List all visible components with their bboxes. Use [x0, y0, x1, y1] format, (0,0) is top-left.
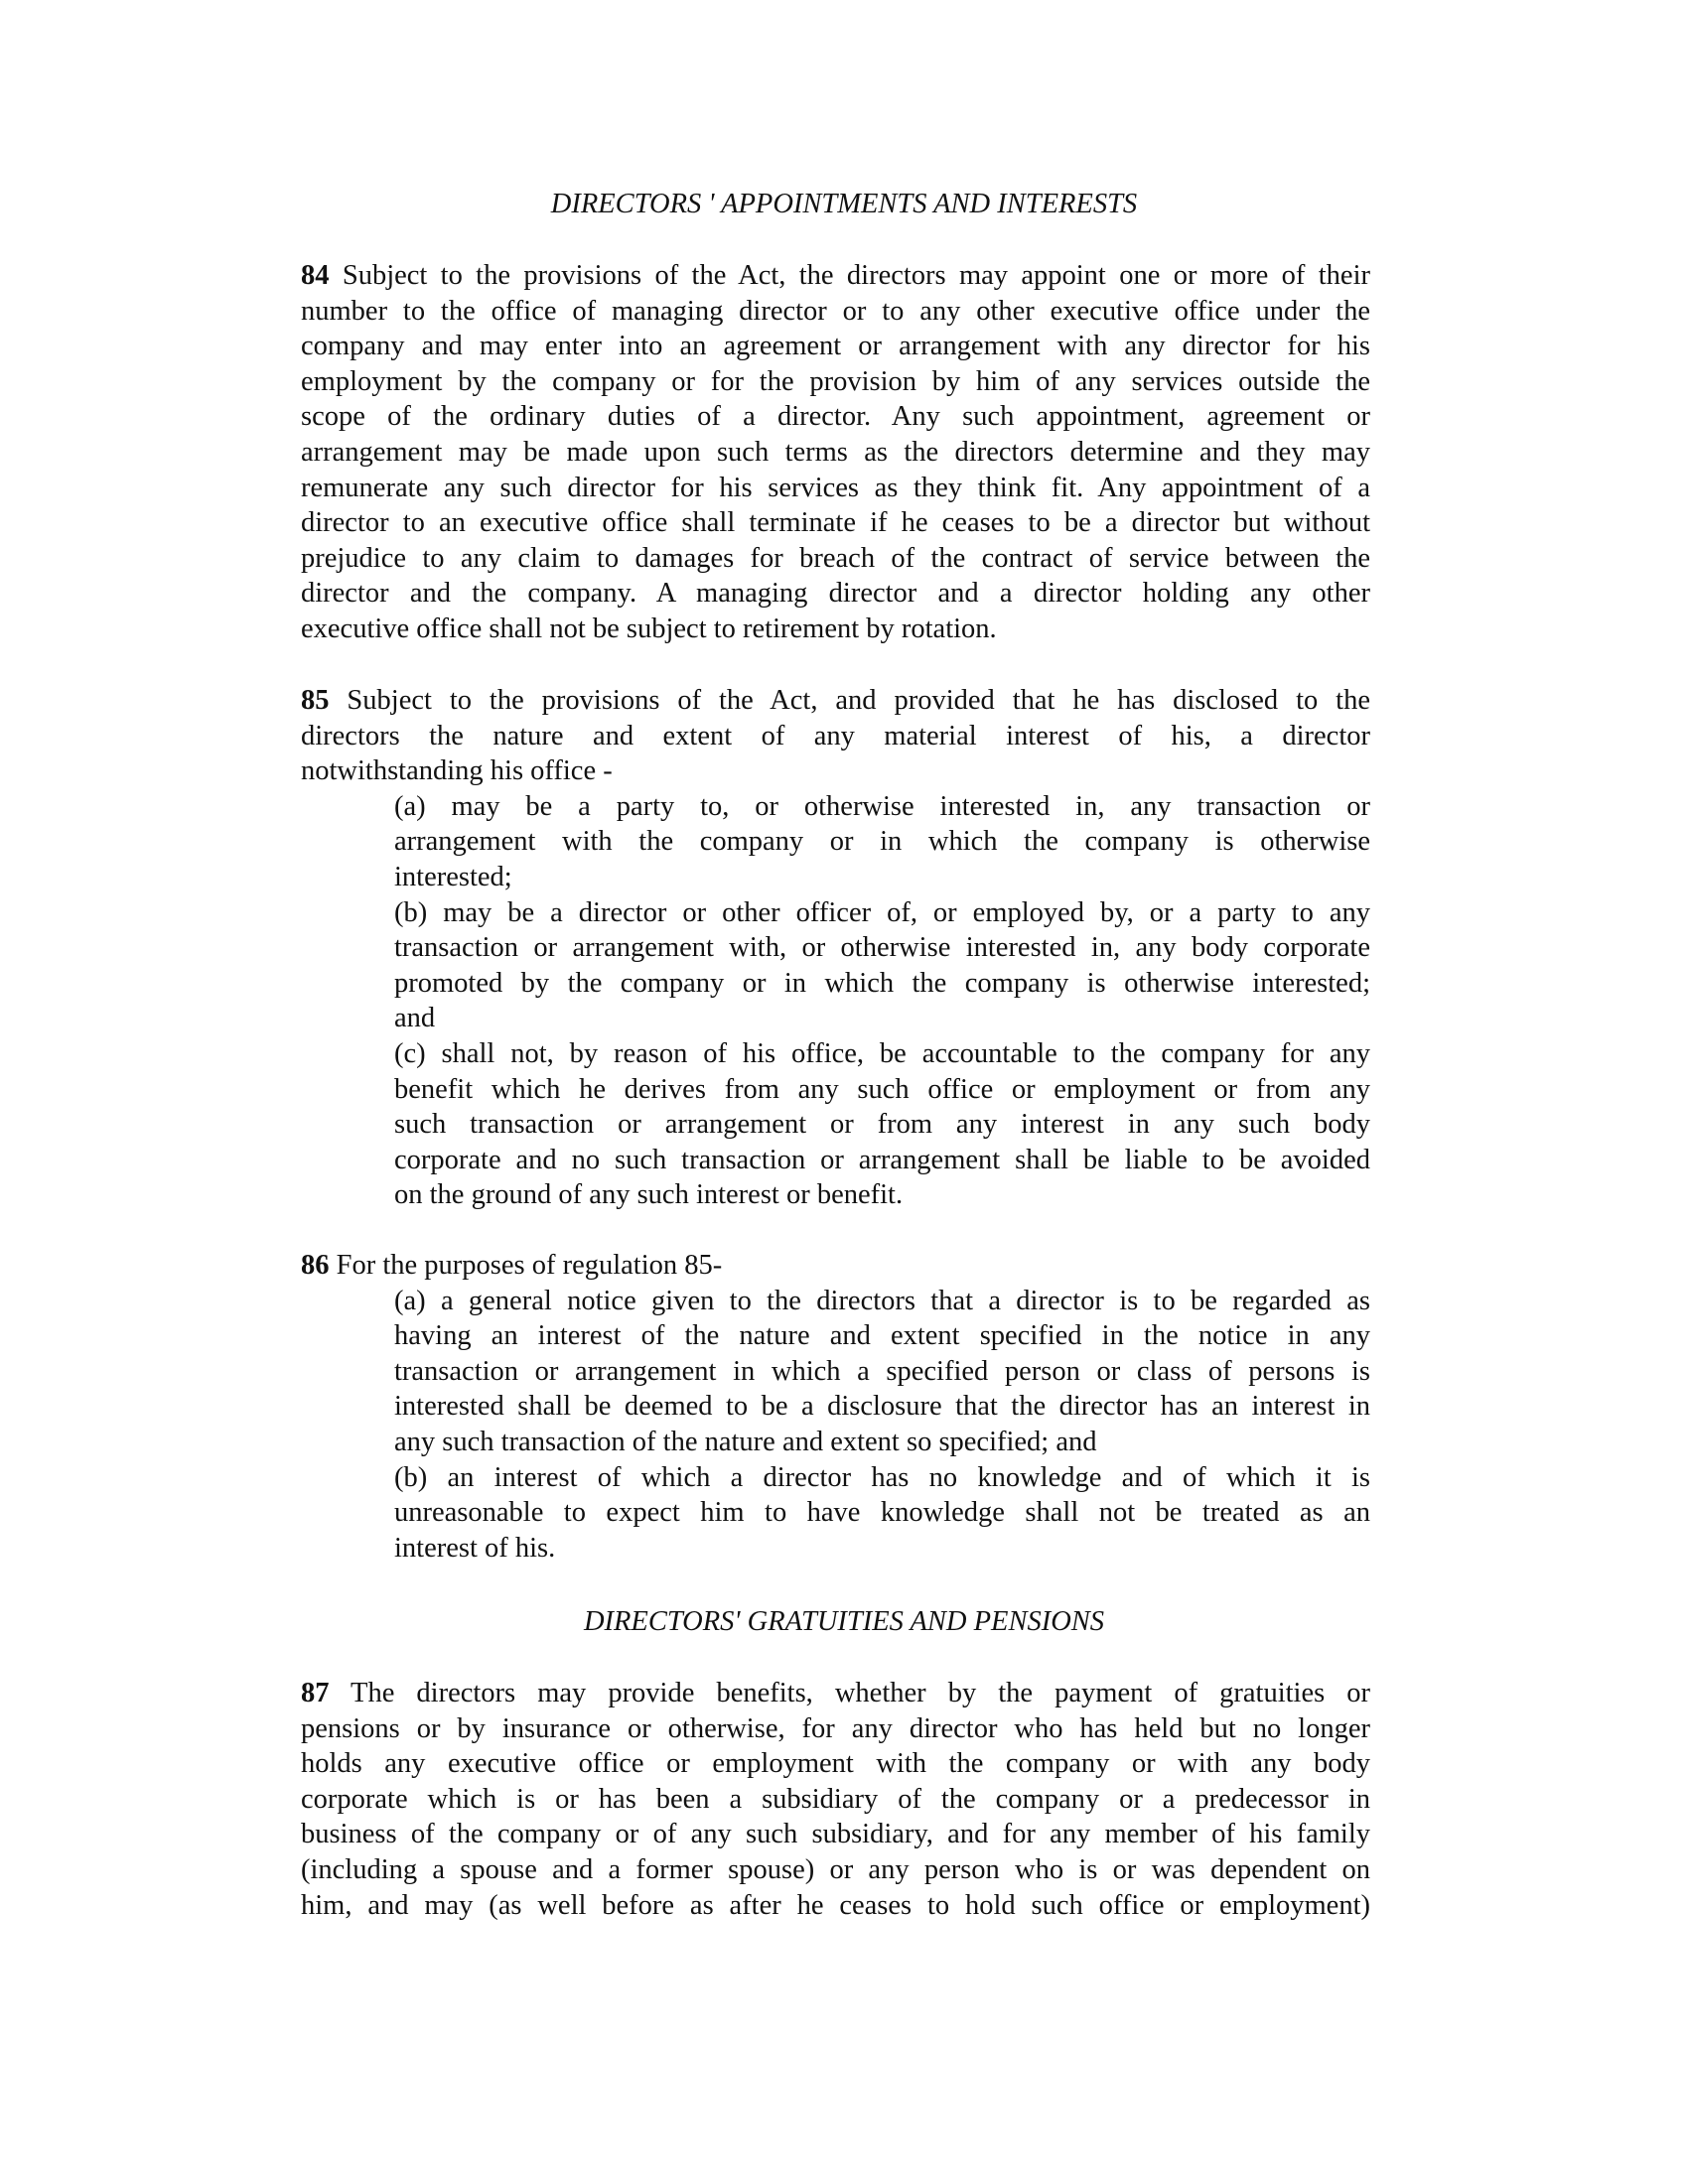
line-text: corporate which is or has been a subsidiary of the company or a predecessor in	[301, 1783, 1370, 1815]
regulation-86	[301, 1248, 1370, 1566]
line-text: The directors may provide benefits, whether by the payment of gratuities or	[329, 1678, 1370, 1708]
sub-item-line: interested shall be deemed to be a disclosure that the director has an interest in	[394, 1391, 1370, 1423]
paragraph-line	[301, 435, 1370, 471]
regulation-number: 84	[301, 260, 330, 291]
sub-item-line: arrangement with the company or in which the company is otherwise	[394, 826, 1370, 858]
paragraph-line	[301, 364, 1370, 400]
regulation-number: 86	[301, 1250, 330, 1281]
line-text: executive office shall not be subject to retirement by rotation.	[301, 613, 997, 644]
paragraph-line	[301, 1782, 1370, 1818]
line-text: notwithstanding his office -	[301, 755, 613, 787]
paragraph-line	[301, 399, 1370, 435]
sub-item-line: and	[394, 1003, 436, 1034]
sub-item-line: benefit which he derives from any such office or employment or from any	[394, 1073, 1370, 1105]
paragraph-line	[301, 294, 1370, 330]
paragraph-line	[301, 1711, 1370, 1747]
line-text: arrangement may be made upon such terms as the directors determine and they may	[301, 436, 1370, 468]
line-text: remunerate any such director for his services as they think fit. Any appointment of a	[301, 472, 1370, 503]
regulation-85	[301, 683, 1370, 1213]
paragraph-line	[301, 1248, 1370, 1284]
paragraph-line	[301, 1888, 1370, 1924]
line-text: Subject to the provisions of the Act, and provided that he has disclosed to the	[329, 685, 1370, 716]
paragraph-line	[301, 1746, 1370, 1782]
line-text: number to the office of managing director or to any other executive office under the	[301, 295, 1370, 327]
sub-item-line: (a) may be a party to, or otherwise interested in, any transaction or	[394, 790, 1370, 822]
paragraph-line	[301, 683, 1370, 719]
paragraph-line	[301, 719, 1370, 754]
paragraph-line	[301, 1676, 1370, 1711]
paragraph-line	[301, 753, 1370, 789]
sub-item-line: having an interest of the nature and extent specified in the notice in any	[394, 1320, 1370, 1352]
sub-item-line: (c) shall not, by reason of his office, be accountable to the company for any	[394, 1037, 1370, 1069]
line-text: scope of the ordinary duties of a director. Any such appointment, agreement or	[301, 401, 1370, 433]
paragraph-line	[301, 1817, 1370, 1852]
regulation-number: 85	[301, 685, 330, 716]
section-heading-gratuities: DIRECTORS' GRATUITIES AND PENSIONS	[583, 1606, 1105, 1637]
line-text: directors the nature and extent of any material interest of his, a director	[301, 720, 1370, 751]
paragraph-line	[301, 471, 1370, 506]
sub-item-line: interest of his.	[394, 1532, 556, 1564]
sub-item-line: promoted by the company or in which the company is otherwise interested;	[394, 967, 1370, 999]
paragraph-line	[301, 541, 1370, 577]
sub-item-line: such transaction or arrangement or from any interest in any such body	[394, 1109, 1370, 1141]
sub-item-line: (b) an interest of which a director has no knowledge and of which it is	[394, 1461, 1370, 1493]
sub-item-line: unreasonable to expect him to have knowledge shall not be treated as an	[394, 1497, 1370, 1529]
paragraph-line	[301, 576, 1370, 612]
line-text: employment by the company or for the provision by him of any services outside the	[301, 365, 1370, 397]
sub-item-line: corporate and no such transaction or arrangement shall be liable to be avoided	[394, 1144, 1370, 1175]
paragraph-line	[301, 329, 1370, 364]
regulation-87	[301, 1676, 1370, 1923]
line-text: (including a spouse and a former spouse) or any person who is or was dependent on	[301, 1853, 1370, 1885]
sub-item-line: (b) may be a director or other officer of, or employed by, or a party to any	[394, 896, 1370, 928]
paragraph-line	[301, 505, 1370, 541]
line-text: company and may enter into an agreement or arrangement with any director for his	[301, 331, 1370, 362]
line-text: Subject to the provisions of the Act, the directors may appoint one or more of their	[329, 260, 1370, 291]
section-heading-appointments: DIRECTORS ' APPOINTMENTS AND INTERESTS	[550, 189, 1138, 219]
sub-item-line: transaction or arrangement with, or otherwise interested in, any body corporate	[394, 932, 1370, 964]
regulation-84	[301, 258, 1370, 647]
sub-item-line: on the ground of any such interest or benefit.	[394, 1179, 904, 1211]
line-text: pensions or by insurance or otherwise, for any director who has held but no longer	[301, 1712, 1370, 1744]
line-text: business of the company or of any such subsidiary, and for any member of his family	[301, 1819, 1370, 1850]
line-text: For the purposes of regulation 85-	[329, 1250, 723, 1281]
sub-item-line: interested;	[394, 861, 512, 892]
paragraph-line	[301, 258, 1370, 294]
sub-item-line: transaction or arrangement in which a specified person or class of persons is	[394, 1355, 1370, 1387]
line-text: prejudice to any claim to damages for breach of the contract of service between the	[301, 542, 1370, 574]
paragraph-line	[301, 1852, 1370, 1888]
line-text: director and the company. A managing director and a director holding any other	[301, 578, 1370, 610]
sub-item-line: (a) a general notice given to the directors that a director is to be regarded as	[394, 1285, 1370, 1316]
line-text: holds any executive office or employment with the company or with any body	[301, 1748, 1370, 1780]
paragraph-line	[301, 612, 1370, 647]
line-text: director to an executive office shall terminate if he ceases to be a director but without	[301, 507, 1370, 539]
regulation-number: 87	[301, 1678, 330, 1708]
line-text: him, and may (as well before as after he ceases to hold such office or employment)	[301, 1889, 1370, 1921]
sub-item-line: any such transaction of the nature and extent so specified; and	[394, 1426, 1097, 1457]
